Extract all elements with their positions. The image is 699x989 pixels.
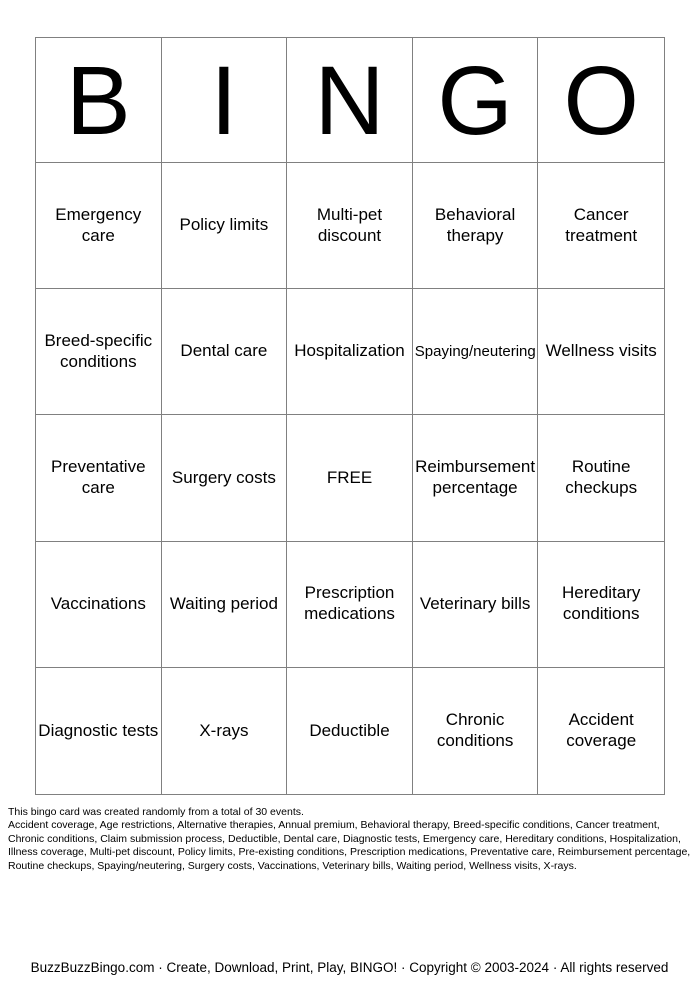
bingo-cell-label: Multi-pet discount (316, 204, 383, 245)
bingo-cell-label: Deductible (309, 720, 390, 740)
bingo-cell[interactable] (36, 668, 162, 794)
bingo-cell-label: Preventative care (51, 457, 146, 497)
bingo-cell[interactable] (162, 542, 288, 668)
bingo-header-letter-i (162, 38, 288, 163)
bingo-cell[interactable] (538, 542, 664, 668)
copyright-text: BuzzBuzzBingo.com · Create, Download, Print, Play, BINGO! · Copyright © 2003-2024 · All rights reserved (30, 960, 669, 975)
bingo-cell[interactable] (36, 415, 162, 541)
bingo-cell-label: Policy limits (179, 215, 269, 235)
bingo-cell-label: Spaying/neutering (414, 342, 536, 360)
bingo-cell-label: Vaccinations (50, 593, 146, 613)
bingo-cell[interactable] (413, 542, 539, 668)
bingo-cell-label: Routine checkups (565, 457, 638, 497)
card-summary-text: This bingo card was created randomly from a total of 30 events. (8, 806, 304, 818)
bingo-cell[interactable] (538, 415, 664, 541)
bingo-cell-free[interactable] (287, 415, 413, 541)
bingo-cell-label: Breed-specific conditions (44, 331, 153, 371)
bingo-cell[interactable] (538, 668, 664, 794)
bingo-cell-label: Diagnostic tests (38, 720, 159, 740)
bingo-cell-label: Hospitalization (294, 341, 405, 361)
bingo-cell[interactable] (538, 289, 664, 415)
card-info-text (8, 806, 692, 873)
bingo-cell[interactable] (36, 542, 162, 668)
bingo-cell-label: Surgery costs (171, 467, 276, 487)
bingo-cell-label: Chronic conditions (436, 710, 514, 750)
header-letter-label: B (65, 45, 131, 155)
bingo-cell[interactable] (162, 289, 288, 415)
copyright-line (0, 960, 699, 975)
bingo-cell[interactable] (36, 163, 162, 289)
bingo-cell-label: Accident coverage (566, 710, 637, 750)
bingo-cell-label: X-rays (199, 720, 249, 740)
bingo-cell-label: FREE (326, 467, 373, 487)
bingo-cell[interactable] (287, 163, 413, 289)
bingo-cell[interactable] (413, 289, 539, 415)
bingo-cell[interactable] (162, 415, 288, 541)
header-letter-label: O (563, 45, 639, 155)
bingo-cell[interactable] (538, 163, 664, 289)
header-letter-label: N (314, 45, 385, 155)
bingo-cell[interactable] (162, 668, 288, 794)
bingo-card (35, 37, 665, 795)
bingo-cell-label: Veterinary bills (419, 593, 531, 613)
bingo-cell[interactable] (413, 163, 539, 289)
bingo-header-letter-n (287, 38, 413, 163)
bingo-cell[interactable] (413, 668, 539, 794)
events-list-text: Accident coverage, Age restrictions, Alternative therapies, Annual premium, Behavioral therapy, Breed-specific conditions, Cancer treatment, Chronic conditions, Claim submission process, Deductible, Dental care, Diagnostic tests, Emergency care, Hereditary conditions, Hospitalization, Illness coverage, Multi-pet discount, Policy limits, Pre-existing conditions, Prescription medications, Preventative care, Reimbursement percentage, Routine checkups, Spaying/neutering, Surgery costs, Vaccinations, Veterinary bills, Waiting period, Wellness visits, X-rays. (8, 819, 691, 872)
bingo-cell-label: Emergency care (55, 204, 142, 245)
bingo-cell-label: Reimbursement percentage (415, 457, 536, 497)
bingo-header-letter-o (538, 38, 664, 163)
bingo-cell-label: Wellness visits (545, 341, 657, 361)
bingo-cell[interactable] (162, 163, 288, 289)
header-letter-label: G (437, 45, 513, 155)
bingo-cell[interactable] (413, 415, 539, 541)
bingo-cell[interactable] (36, 289, 162, 415)
bingo-header-letter-g (413, 38, 539, 163)
bingo-cell-label: Hereditary conditions (561, 583, 641, 624)
bingo-cell-label: Waiting period (169, 593, 278, 613)
bingo-cell[interactable] (287, 542, 413, 668)
bingo-cell[interactable] (287, 668, 413, 794)
bingo-cell[interactable] (287, 289, 413, 415)
bingo-header-letter-b (36, 38, 162, 163)
bingo-cell-label: Dental care (180, 341, 268, 361)
bingo-cell-label: Behavioral therapy (434, 204, 516, 245)
header-letter-label: I (210, 45, 238, 155)
bingo-cell-label: Cancer treatment (565, 204, 638, 245)
bingo-cell-label: Prescription medications (304, 583, 395, 624)
